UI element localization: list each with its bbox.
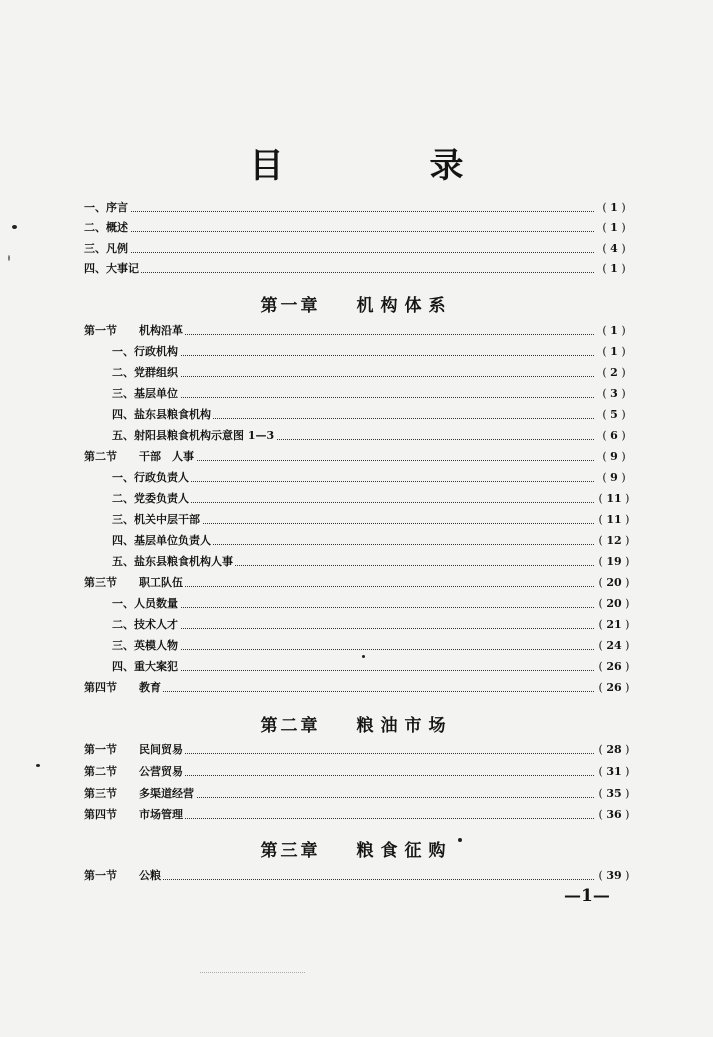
entry-label: 市场管理: [139, 808, 183, 821]
toc-entry-section[interactable]: 第三节 职工队伍 ( 20 ): [84, 573, 634, 593]
entry-label: 一、行政负责人: [112, 471, 189, 484]
entry-page: 6: [610, 429, 618, 442]
section-number: 第四节: [84, 681, 117, 694]
entry-label: 一、行政机构: [112, 345, 178, 358]
entry-page: 1: [610, 262, 618, 275]
entry-page: 20: [606, 597, 622, 610]
entry-page: 26: [606, 681, 622, 694]
section-number: 第三节: [84, 787, 117, 800]
dot-leader: [84, 231, 594, 232]
entry-page: 1: [610, 221, 618, 234]
entry-label: 五、盐东县粮食机构人事: [112, 555, 233, 568]
entry-page: 5: [610, 408, 618, 421]
toc-entry-sub[interactable]: 二、技术人才 ( 21 ): [112, 615, 634, 635]
toc-entry-sub[interactable]: 五、盐东县粮食机构人事 ( 19 ): [112, 552, 634, 572]
entry-page: 36: [606, 808, 622, 821]
chapter-name: 粮食征购: [356, 841, 453, 861]
section-number: 第二节: [84, 765, 117, 778]
section-number: 第一节: [84, 743, 117, 756]
entry-label: 干部 人事: [139, 450, 194, 463]
entry-label: 三、凡例: [84, 242, 128, 255]
toc-entry-section[interactable]: 第四节 市场管理 ( 36 ): [84, 805, 634, 825]
scan-speck: [8, 255, 10, 261]
entry-page: 26: [606, 660, 622, 673]
toc-entry-sub[interactable]: 三、英模人物 ( 24 ): [112, 636, 634, 656]
section-number: 第二节: [84, 450, 117, 463]
toc-entry-section[interactable]: 第一节 公粮 ( 39 ): [84, 866, 634, 886]
entry-page: 35: [606, 787, 622, 800]
toc-entry-section[interactable]: 第一节 民间贸易 ( 28 ): [84, 740, 634, 760]
entry-label: 教育: [139, 681, 161, 694]
entry-page: 39: [606, 869, 622, 882]
scan-speck: [458, 838, 462, 842]
entry-page: 2: [610, 366, 618, 379]
entry-page: 1: [610, 324, 618, 337]
chapter-number: 第一章: [260, 296, 321, 316]
entry-label: 机构沿革: [139, 324, 183, 337]
entry-label: 二、概述: [84, 221, 128, 234]
toc-entry-sub[interactable]: 一、人员数量 ( 20 ): [112, 594, 634, 614]
toc-entry-intro-3[interactable]: 三、凡例 ( 4 ): [84, 239, 634, 259]
entry-label: 三、机关中层干部: [112, 513, 200, 526]
chapter-heading: [0, 836, 713, 861]
entry-page: 9: [610, 471, 618, 484]
entry-label: 三、基层单位: [112, 387, 178, 400]
chapter-number: 第二章: [260, 716, 321, 736]
scan-speck: [362, 655, 365, 658]
entry-page: 20: [606, 576, 622, 589]
entry-page: 19: [606, 555, 622, 568]
toc-entry-sub[interactable]: 四、基层单位负责人 ( 12 ): [112, 531, 634, 551]
toc-entry-section[interactable]: 第二节 公营贸易 ( 31 ): [84, 762, 634, 782]
entry-label: 二、技术人才: [112, 618, 178, 631]
toc-entry-sub[interactable]: 一、行政机构 ( 1 ): [112, 342, 634, 362]
chapter-name: 粮油市场: [356, 716, 453, 736]
entry-label: 三、英模人物: [112, 639, 178, 652]
entry-label: 四、盐东县粮食机构: [112, 408, 211, 421]
entry-label: 二、党群组织: [112, 366, 178, 379]
toc-entry-sub[interactable]: 三、基层单位 ( 3 ): [112, 384, 634, 404]
entry-label: 民间贸易: [139, 743, 183, 756]
page-title: 目 录: [249, 146, 520, 186]
entry-page: 1: [610, 345, 618, 358]
toc-entry-section[interactable]: 第四节 教育 ( 26 ): [84, 678, 634, 698]
entry-label: 公营贸易: [139, 765, 183, 778]
toc-entry-sub[interactable]: 三、机关中层干部 ( 11 ): [112, 510, 634, 530]
chapter-number: 第三章: [260, 841, 321, 861]
entry-label: 五、射阳县粮食机构示意图 1—3: [112, 429, 275, 442]
entry-label: 四、基层单位负责人: [112, 534, 211, 547]
toc-entry-sub[interactable]: 五、射阳县粮食机构示意图 1—3 ( 6 ): [112, 426, 634, 446]
dot-leader: [112, 376, 594, 377]
dot-leader: [112, 355, 594, 356]
entry-label: 职工队伍: [139, 576, 183, 589]
dot-leader: [112, 628, 594, 629]
toc-entry-section[interactable]: 第二节 干部 人事 ( 9 ): [84, 447, 634, 467]
toc-entry-intro-1[interactable]: 一、序言 ( 1 ): [84, 198, 634, 218]
entry-page: 31: [606, 765, 622, 778]
section-number: 第一节: [84, 324, 117, 337]
section-number: 第四节: [84, 808, 117, 821]
dot-leader: [112, 670, 594, 671]
toc-entry-section[interactable]: 第三节 多渠道经营 ( 35 ): [84, 784, 634, 804]
entry-label: 一、人员数量: [112, 597, 178, 610]
entry-page: 28: [606, 743, 622, 756]
entry-page: 24: [606, 639, 622, 652]
dot-leader: [112, 397, 594, 398]
toc-entry-sub[interactable]: 二、党群组织 ( 2 ): [112, 363, 634, 383]
entry-page: 11: [606, 492, 622, 505]
toc-entry-section[interactable]: 第一节 机构沿革 ( 1 ): [84, 321, 634, 341]
entry-page: 3: [610, 387, 618, 400]
entry-label: 四、大事记: [84, 262, 139, 275]
chapter-heading: [0, 291, 713, 316]
toc-entry-intro-2[interactable]: 二、概述 ( 1 ): [84, 218, 634, 238]
dot-leader: [112, 607, 594, 608]
dot-leader: [84, 252, 594, 253]
entry-label: 多渠道经营: [139, 787, 194, 800]
entry-page: 4: [610, 242, 618, 255]
toc-entry-sub[interactable]: 四、盐东县粮食机构 ( 5 ): [112, 405, 634, 425]
dot-leader: [84, 211, 594, 212]
entry-page: 11: [606, 513, 622, 526]
entry-label: 二、党委负责人: [112, 492, 189, 505]
toc-entry-sub[interactable]: 二、党委负责人 ( 11 ): [112, 489, 634, 509]
entry-page: 1: [610, 201, 618, 214]
chapter-name: 机构体系: [356, 296, 453, 316]
toc-entry-sub[interactable]: 一、行政负责人 ( 9 ): [112, 468, 634, 488]
entry-page: 9: [610, 450, 618, 463]
entry-label: 公粮: [139, 869, 161, 882]
scan-smudge: [200, 972, 305, 973]
dot-leader: [112, 649, 594, 650]
scan-speck: [36, 764, 40, 767]
section-number: 第一节: [84, 869, 117, 882]
section-number: 第三节: [84, 576, 117, 589]
scan-speck: [12, 225, 17, 229]
chapter-heading: [0, 711, 713, 736]
dot-leader: [84, 272, 594, 273]
entry-label: 一、序言: [84, 201, 128, 214]
page-number: —1—: [564, 886, 610, 906]
entry-page: 12: [606, 534, 622, 547]
toc-entry-intro-4[interactable]: 四、大事记 ( 1 ): [84, 259, 634, 279]
toc-entry-sub[interactable]: 四、重大案犯 ( 26 ): [112, 657, 634, 677]
entry-label: 四、重大案犯: [112, 660, 178, 673]
entry-page: 21: [606, 618, 622, 631]
